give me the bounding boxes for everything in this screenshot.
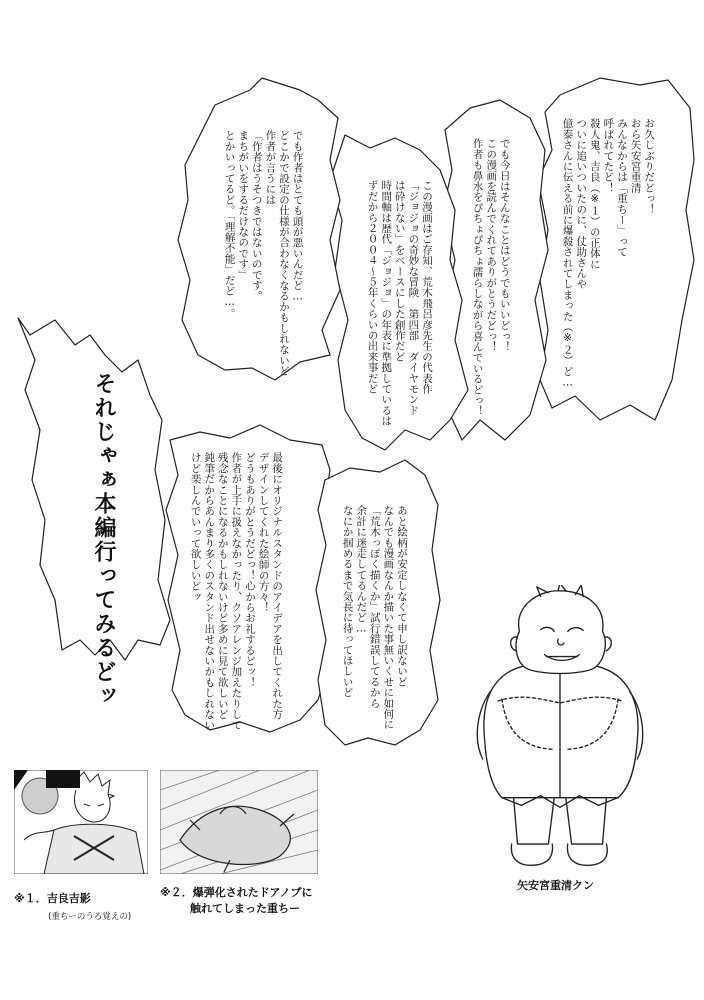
bubble-about-text: この漫画はご存知、荒木飛呂彦先生の代表作 「ジョジョの奇妙な冒険 第四部 ダイヤモンド は砕けない」をベースにした創作だど 時間軸は歴代「ジョジョ」の年表に準拠しているは ずだから２００４～５年くらいの出来事だど — [366, 180, 433, 427]
note1-subcaption: (重ちーのうろ覚えの) — [48, 912, 132, 922]
character-name: 矢安宮重清クン — [517, 879, 594, 892]
bubble-today-text: でも今日はそんなことはどうでもいいどっ！ この漫画を読んでくれてありがとうだどっ！ 作者も鼻水をぴちょぴちょ濡らしながら喜んでいるどっ！ — [471, 138, 511, 417]
bubble-art-text: あと絵柄が安定しなくて申し訳ないど なんでも漫画なんか描いた事無いくせに如何に 「荒木っぽく描くか」試行錯誤してるから 余計に迷走してるんだど… なにか掴めるまで気長に待ってほしいど — [341, 505, 408, 730]
panel-kira-drawing — [14, 770, 148, 874]
bubble-intro-text: お久しぶりだどっ！ おら矢安宮重清 みんなからは「重ちー」って 呼ばれてたど！ 殺人鬼、吉良（※１）の正体に ついに追いついたのに、仗助さんや 億泰さんに伝える前に爆殺されてしまった（※２）ど… — [561, 118, 656, 389]
panel-explosion — [160, 770, 318, 874]
note2-caption-line2: 触れてしまった重ちー — [190, 902, 300, 915]
note2-caption-line1: ※２．爆弾化されたドアノブに — [160, 886, 313, 899]
shout-text: それじゃぁ本編行ってみるどッ — [91, 372, 116, 708]
character-drawing — [460, 585, 660, 875]
panel-explosion-drawing — [160, 770, 318, 874]
panel-kira — [14, 770, 148, 874]
note1-caption: ※１．吉良吉影 — [14, 892, 91, 905]
bubble-author-text: でも作者はとても頭が悪いんだど… どこかで設定の仕様が合わなくなるかもしれないど 作者が言うには 「作者はうそつきではないのです。 まちがいをするだけなのです」 とかいってるど。「理解不能」だど…。 — [223, 130, 304, 377]
bubble-thanks-text: 最後にオリジナルスタンドのアイデアを出してくれた方 デザインしてくれた絵師の方々！ どうもありがとうだどっ！心からお礼するどッ！ 作者が上手に扱えなかったり、クソアレンジ加えたりして 残念なことになるかもしれないけど多めに見て欲しいど 鈍筆だからあんまり多くのスタンド出せないかもしれない けど楽しんでいって欲しいどッ — [189, 452, 284, 731]
